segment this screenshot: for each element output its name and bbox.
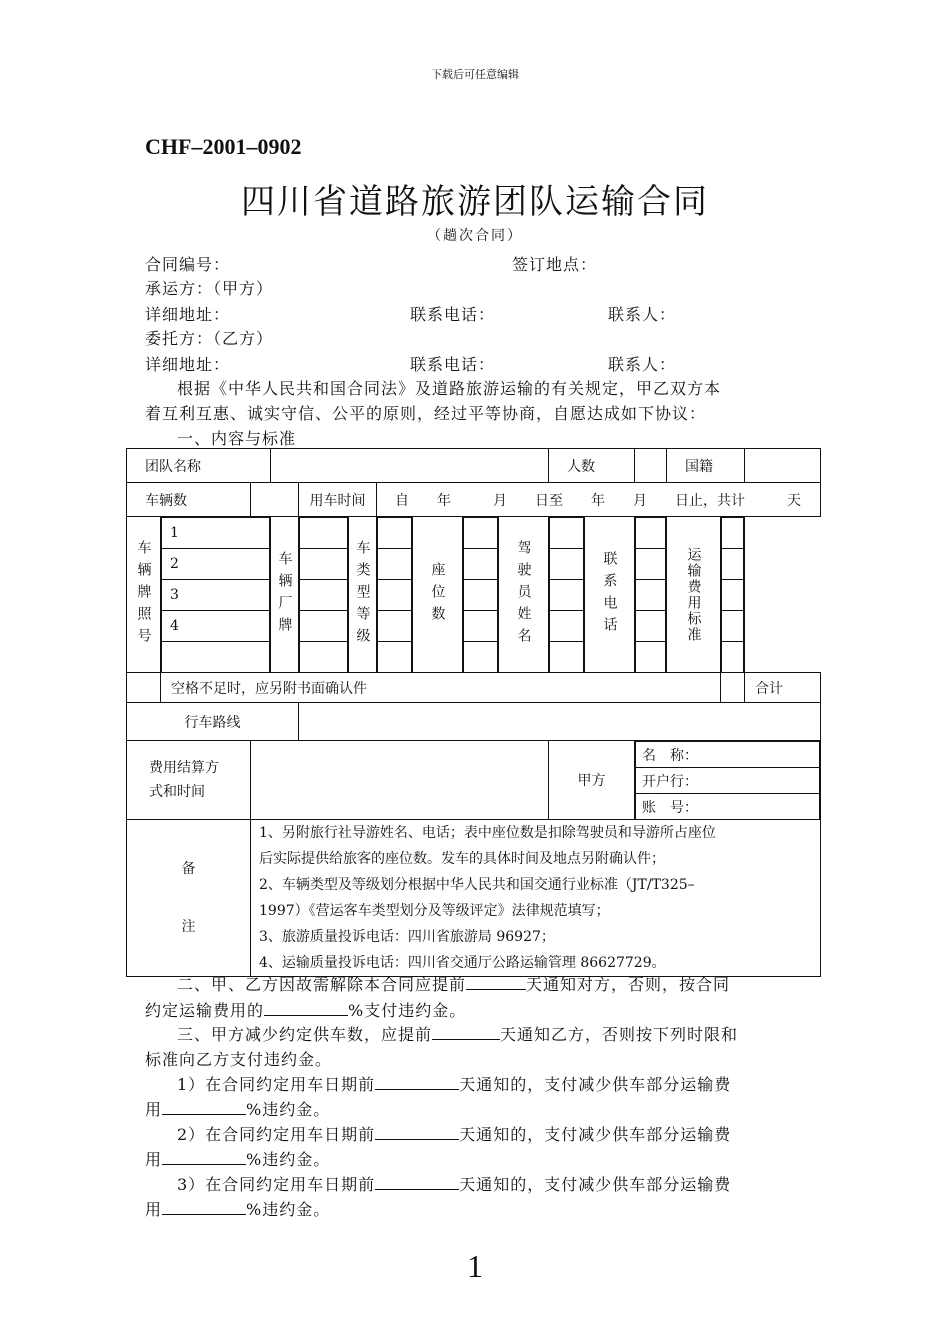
note-line-5: 3、旅游质量投诉电话：四川省旅游局 96927； [259, 929, 555, 945]
item-2-percent-blank[interactable] [162, 1148, 246, 1165]
item-1-text: 1）在合同约定用车日期前 [177, 1075, 376, 1094]
insufficient-blank [127, 673, 161, 703]
contract-table [126, 448, 821, 977]
nationality-value[interactable] [745, 449, 821, 483]
remark-label-1: 备 [181, 861, 196, 877]
clause-2-text-b: 天通知对方，否则，按合同 [526, 975, 731, 994]
clause-3-text-b: 天通知乙方，否则按下列时限和 [500, 1025, 739, 1044]
intro-line-2: 着互利互惠、诚实守信、公平的原则，经过平等协商，自愿达成如下协议： [145, 404, 707, 423]
item-1-percent-blank[interactable] [162, 1098, 246, 1115]
item-3-days-blank[interactable] [375, 1173, 459, 1190]
people-label: 人数 [549, 449, 635, 483]
driver-rows[interactable] [549, 517, 584, 672]
use-time-label: 用车时间 [299, 483, 377, 517]
driver-label: 驾驶员姓名 [515, 539, 532, 650]
intro-line-1: 根据《中华人民共和国合同法》及道路旅游运输的有关规定，甲乙双方本 [177, 379, 722, 398]
item-2-line-1 [177, 1122, 731, 1145]
item-2-text: 2）在合同约定用车日期前 [177, 1125, 376, 1144]
plate-row-3[interactable]: 3 [162, 580, 270, 611]
seats-label: 座位数 [429, 561, 446, 628]
note-line-1: 1、另附旅行社导游姓名、电话；表中座位数是扣除驾驶员和导游所占座位 [259, 825, 716, 841]
item-2-line-2 [145, 1147, 330, 1170]
carrier-contact-label: 联系人： [608, 305, 677, 324]
type-grade-label: 车类型等级 [354, 539, 371, 650]
item-1-line-2 [145, 1097, 330, 1120]
plate-row-2[interactable]: 2 [162, 549, 270, 580]
client-phone-label: 联系电话： [410, 355, 496, 374]
clause-2-percent-blank[interactable] [264, 999, 348, 1016]
item-3-text: 3）在合同约定用车日期前 [177, 1175, 376, 1194]
nationality-label: 国籍 [667, 449, 745, 483]
remark-label-2: 注 [181, 919, 196, 935]
clause-2-text-a: 二、甲、乙方因故需解除本合同应提前 [177, 975, 467, 994]
item-1-tail: 天通知的，支付减少供车部分运输费 [459, 1075, 732, 1094]
contact-phone-label: 联系电话 [601, 550, 618, 639]
party-a-name[interactable]: 名 称： [636, 742, 820, 768]
plate-row-1[interactable]: 1 [162, 518, 270, 549]
party-a-bank-info [635, 741, 820, 819]
brand-rows[interactable] [299, 517, 348, 672]
item-2-days-blank[interactable] [375, 1123, 459, 1140]
item-1-days-blank[interactable] [375, 1073, 459, 1090]
section-heading: 一、内容与标准 [177, 429, 297, 448]
item-3-fee: 用 [145, 1200, 163, 1219]
party-a-bank[interactable]: 开户行： [636, 768, 820, 794]
use-time-value[interactable]: 自 年 月 日至 年 月 日止，共计 天 [377, 483, 821, 517]
total-blank [721, 673, 745, 703]
sign-place-label: 签订地点： [512, 255, 598, 274]
clause-3-line-2: 标准向乙方支付违约金。 [145, 1050, 333, 1069]
document-subtitle: （趟次合同） [427, 228, 523, 244]
carrier-address-label: 详细地址： [145, 305, 231, 324]
document-title: 四川省道路旅游团队运输合同 [241, 182, 709, 222]
clause-3-line-1 [177, 1022, 738, 1045]
note-line-6: 4、运输质量投诉电话：四川省交通厅公路运输管理 86627729。 [259, 955, 666, 971]
plate-label: 车辆牌照号 [135, 539, 152, 650]
clause-2-line-2 [145, 998, 466, 1021]
clause-3-text-a: 三、甲方减少约定供车数，应提前 [177, 1025, 433, 1044]
carrier-phone-label: 联系电话： [410, 305, 496, 324]
client-contact-label: 联系人： [608, 355, 677, 374]
plate-rows [161, 517, 270, 672]
item-3-line-2 [145, 1197, 330, 1220]
page-number: 1 [467, 1248, 483, 1284]
team-name-value[interactable] [271, 449, 549, 483]
clause-2-text-c: 约定运输费用的 [145, 1001, 265, 1020]
vehicle-count-value[interactable] [251, 483, 299, 517]
item-2-tail: 天通知的，支付减少供车部分运输费 [459, 1125, 732, 1144]
item-3-percent-blank[interactable] [162, 1198, 246, 1215]
client-address-label: 详细地址： [145, 355, 231, 374]
client-label: 委托方：（乙方） [145, 329, 274, 348]
contract-no-label: 合同编号： [145, 255, 231, 274]
insufficient-note: 空格不足时，应另附书面确认件 [161, 673, 721, 703]
item-1-line-1 [177, 1072, 731, 1095]
item-2-pct: %违约金。 [246, 1150, 331, 1169]
note-line-4: 1997）《营运客车类型划分及等级评定》法律规范填写； [259, 903, 610, 919]
clause-2-days-blank[interactable] [466, 973, 526, 990]
item-1-pct: %违约金。 [246, 1100, 331, 1119]
people-value[interactable] [635, 449, 667, 483]
item-3-pct: %违约金。 [246, 1200, 331, 1219]
clause-2-text-d: %支付违约金。 [348, 1001, 467, 1020]
clause-3-days-blank[interactable] [432, 1023, 500, 1040]
plate-row-5[interactable] [162, 642, 270, 673]
route-label: 行车路线 [127, 703, 299, 741]
note-line-3: 2、车辆类型及等级划分根据中华人民共和国交通行业标准（JT/T325– [259, 877, 695, 893]
total-label: 合计 [745, 673, 821, 703]
plate-row-4[interactable]: 4 [162, 611, 270, 642]
item-3-tail: 天通知的，支付减少供车部分运输费 [459, 1175, 732, 1194]
settlement-value[interactable] [251, 741, 549, 820]
type-grade-rows[interactable] [377, 517, 412, 672]
note-line-2: 后实际提供给旅客的座位数。发车的具体时间及地点另附确认件； [259, 851, 665, 867]
document-code: CHF–2001–0902 [145, 134, 302, 159]
party-a-label: 甲方 [549, 741, 635, 820]
route-value[interactable] [299, 703, 821, 741]
settlement-label: 费用结算方式和时间 [127, 741, 251, 820]
fee-standard-label: 运输费用标准 [685, 546, 702, 643]
item-1-fee: 用 [145, 1100, 163, 1119]
item-2-fee: 用 [145, 1150, 163, 1169]
vehicle-count-label: 车辆数 [127, 483, 251, 517]
fee-standard-rows[interactable] [721, 517, 744, 672]
carrier-label: 承运方：（甲方） [145, 279, 274, 298]
seats-rows[interactable] [463, 517, 498, 672]
team-name-label: 团队名称 [127, 449, 271, 483]
header-note: 下载后可任意编辑 [431, 68, 519, 81]
brand-label: 车辆厂牌 [276, 550, 293, 639]
contact-phone-rows[interactable] [635, 517, 666, 672]
clause-2-line-1 [177, 972, 730, 995]
party-a-account[interactable]: 账 号： [636, 794, 820, 820]
item-3-line-1 [177, 1172, 731, 1195]
